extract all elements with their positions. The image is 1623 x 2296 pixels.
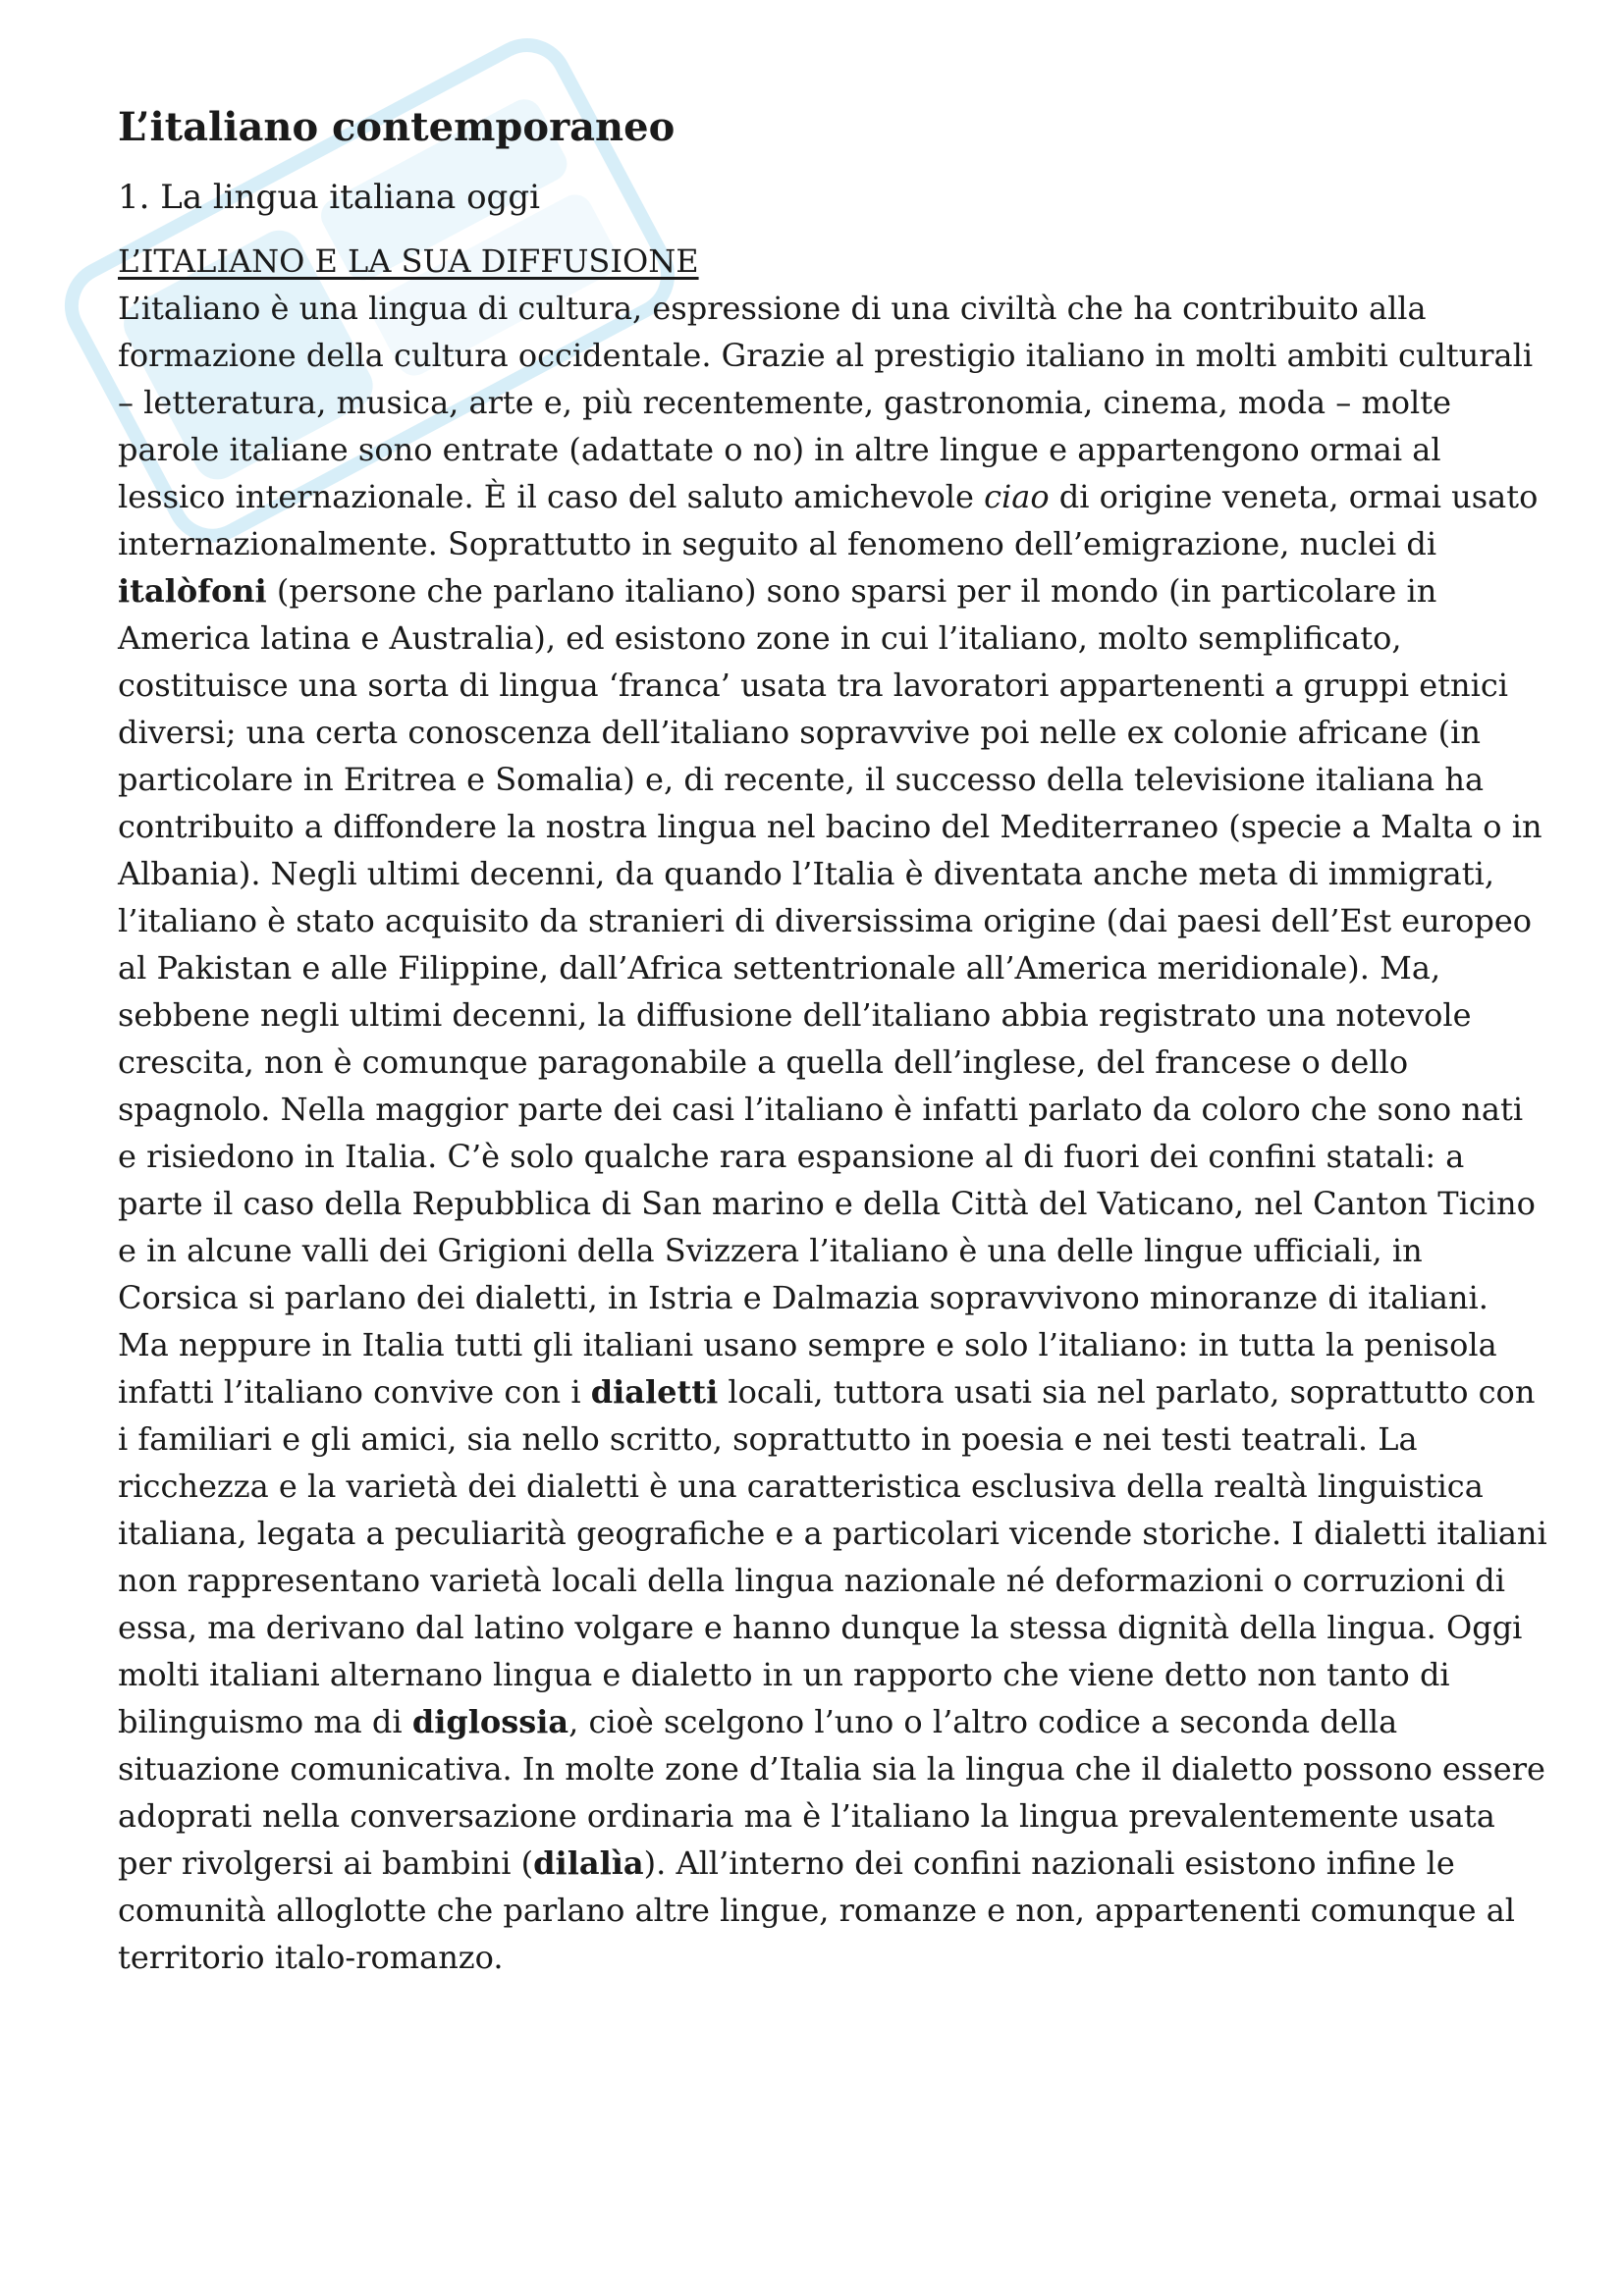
paragraph-diffusione (118, 285, 1551, 1321)
document-page (118, 98, 1551, 1981)
paragraph-dialetti (118, 1321, 1551, 1981)
paragraph-text: (persone che parlano italiano) sono sparsi per il mondo (in particolare in America latina e Australia), ed esistono zone in cui l’italiano, molto semplificato, costituisce una sorta di lingua ‘franca’ usata tra lavoratori appartenenti a gruppi etnici diversi; una certa conoscenza dell’italiano sopravvive poi nelle ex colonie africane (in particolare in Eritrea e Somalia) e, di recente, il successo della televisione italiana ha contribuito a diffondere la nostra lingua nel bacino del Mediterraneo (specie a Malta o in Albania). Negli ultimi decenni, da quando l’Italia è diventata anche meta di immigrati, l’italiano è stato acquisito da stranieri di diversissima origine (dai paesi dell’Est europeo al Pakistan e alle Filippine, dall’Africa settentrionale all’America meridionale). Ma, sebbene negli ultimi decenni, la diffusione dell’italiano abbia registrato una notevole crescita, non è comunque paragonabile a quella dell’inglese, del francese o dello spagnolo. Nella maggior parte dei casi l’italiano è infatti parlato da coloro che sono nati e risiedono in Italia. C’è solo qualche rara espansione al di fuori dei confini statali: a parte il caso della Repubblica di San marino e della Città del Vaticano, nel Canton Ticino e in alcune valli dei Grigioni della Svizzera l’italiano è una delle lingue ufficiali, in Corsica si parlano dei dialetti, in Istria e Dalmazia sopravvivono minoranze di italiani. (118, 572, 1542, 1316)
term-italofoni: italòfoni (118, 572, 267, 610)
paragraph-text: locali, tuttora usati sia nel parlato, soprattutto con i familiari e gli amici, sia nello scritto, soprattutto in poesia e nei testi teatrali. La ricchezza e la varietà dei dialetti è una caratteristica esclusiva della realtà linguistica italiana, legata a peculiarità geografiche e a particolari vicende storiche. I dialetti italiani non rappresentano varietà locali della lingua nazionale né deformazioni o corruzioni di essa, ma derivano dal latino volgare e hanno dunque la stessa dignità della lingua. Oggi molti italiani alternano lingua e dialetto in un rapporto che viene detto non tanto di bilinguismo ma di (118, 1373, 1547, 1740)
paragraph-text: Ma neppure in Italia tutti gli italiani usano sempre e solo l’italiano: in tutta la penisola infatti l’italiano convive con i (118, 1326, 1497, 1411)
chapter-heading: 1. La lingua italiana oggi (118, 178, 540, 217)
paragraph-text: , cioè scelgono l’uno o l’altro codice a seconda della situazione comunicativa. In molte zone d’Italia sia la lingua che il dialetto possono essere adoprati nella conversazione ordinaria ma è l’italiano la lingua prevalentemente usata per rivolgersi ai bambini ( (118, 1703, 1545, 1882)
term-ciao: ciao (984, 478, 1050, 515)
document-title: L’italiano contemporaneo (118, 104, 676, 150)
paragraph-text: ). All’interno dei confini nazionali esistono infine le comunità alloglotte che parlano altre lingue, romanze e non, appartenenti comunque al territorio italo-romanzo. (118, 1844, 1516, 1976)
term-dialetti: dialetti (590, 1373, 719, 1411)
term-diglossia: diglossia (411, 1703, 569, 1740)
paragraph-text: di origine veneta, ormai usato internazionalmente. Soprattutto in seguito al fenomeno dell’emigrazione, nuclei di (118, 478, 1539, 562)
term-dilalia: dilalìa (533, 1844, 644, 1882)
section-heading: L’ITALIANO E LA SUA DIFFUSIONE (118, 242, 699, 280)
paragraph-text: L’italiano è una lingua di cultura, espressione di una civiltà che ha contribuito alla formazione della cultura occidentale. Grazie al prestigio italiano in molti ambiti culturali – letteratura, musica, arte e, più recentemente, gastronomia, cinema, moda – molte parole italiane sono entrate (adattate o no) in altre lingue e appartengono ormai al lessico internazionale. È il caso del saluto amichevole (118, 290, 1534, 515)
